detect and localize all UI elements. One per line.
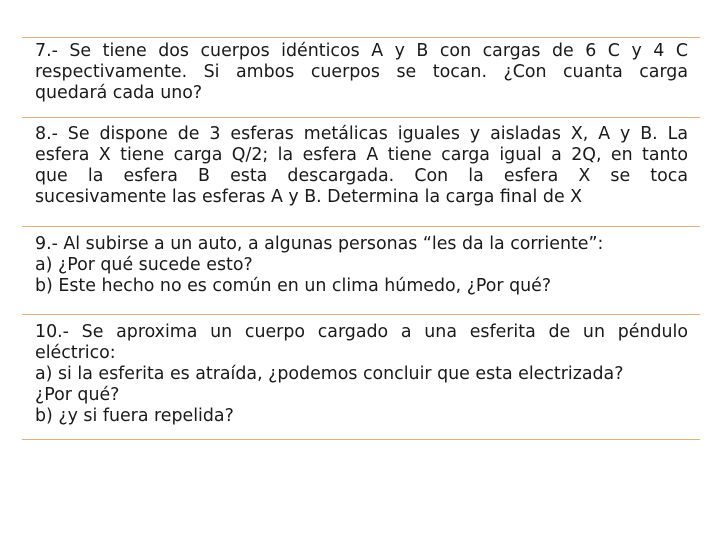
- problem-10-line-4: ¿Por qué?: [35, 385, 120, 405]
- problem-7-line-1: 7.- Se tiene dos cuerpos idénticos A y B con cargas de 6 C y 4 C: [35, 41, 688, 61]
- problem-9-line-2: a) ¿Por qué sucede esto?: [35, 255, 253, 275]
- problem-8-line-2: esfera X tiene carga Q/2; la esfera A tiene carga igual a 2Q, en tanto: [35, 145, 688, 165]
- problem-10-line-1: 10.- Se aproxima un cuerpo cargado a una esferita de un péndulo: [35, 322, 688, 342]
- problem-7-line-2: respectivamente. Si ambos cuerpos se tocan. ¿Con cuanta carga: [35, 62, 688, 82]
- problem-8: [22, 118, 700, 227]
- problem-8-line-3: que la esfera B esta descargada. Con la esfera X se toca: [35, 166, 688, 186]
- problem-8-line-4: sucesivamente las esferas A y B. Determina la carga final de X: [35, 187, 583, 207]
- problem-9: [22, 227, 700, 315]
- problem-9-line-3: b) Este hecho no es común en un clima húmedo, ¿Por qué?: [35, 276, 552, 296]
- problem-10: [22, 315, 700, 440]
- problem-8-line-1: 8.- Se dispone de 3 esferas metálicas iguales y aisladas X, A y B. La: [35, 124, 688, 144]
- problem-7: [22, 37, 700, 118]
- problem-10-line-2: eléctrico:: [35, 343, 116, 363]
- problem-9-line-1: 9.- Al subirse a un auto, a algunas personas “les da la corriente”:: [35, 234, 604, 254]
- problem-7-line-3: quedará cada uno?: [35, 83, 203, 103]
- problem-list: [22, 37, 700, 440]
- problem-10-line-5: b) ¿y si fuera repelida?: [35, 406, 234, 426]
- problem-10-line-3: a) si la esferita es atraída, ¿podemos concluir que esta electrizada?: [35, 364, 624, 384]
